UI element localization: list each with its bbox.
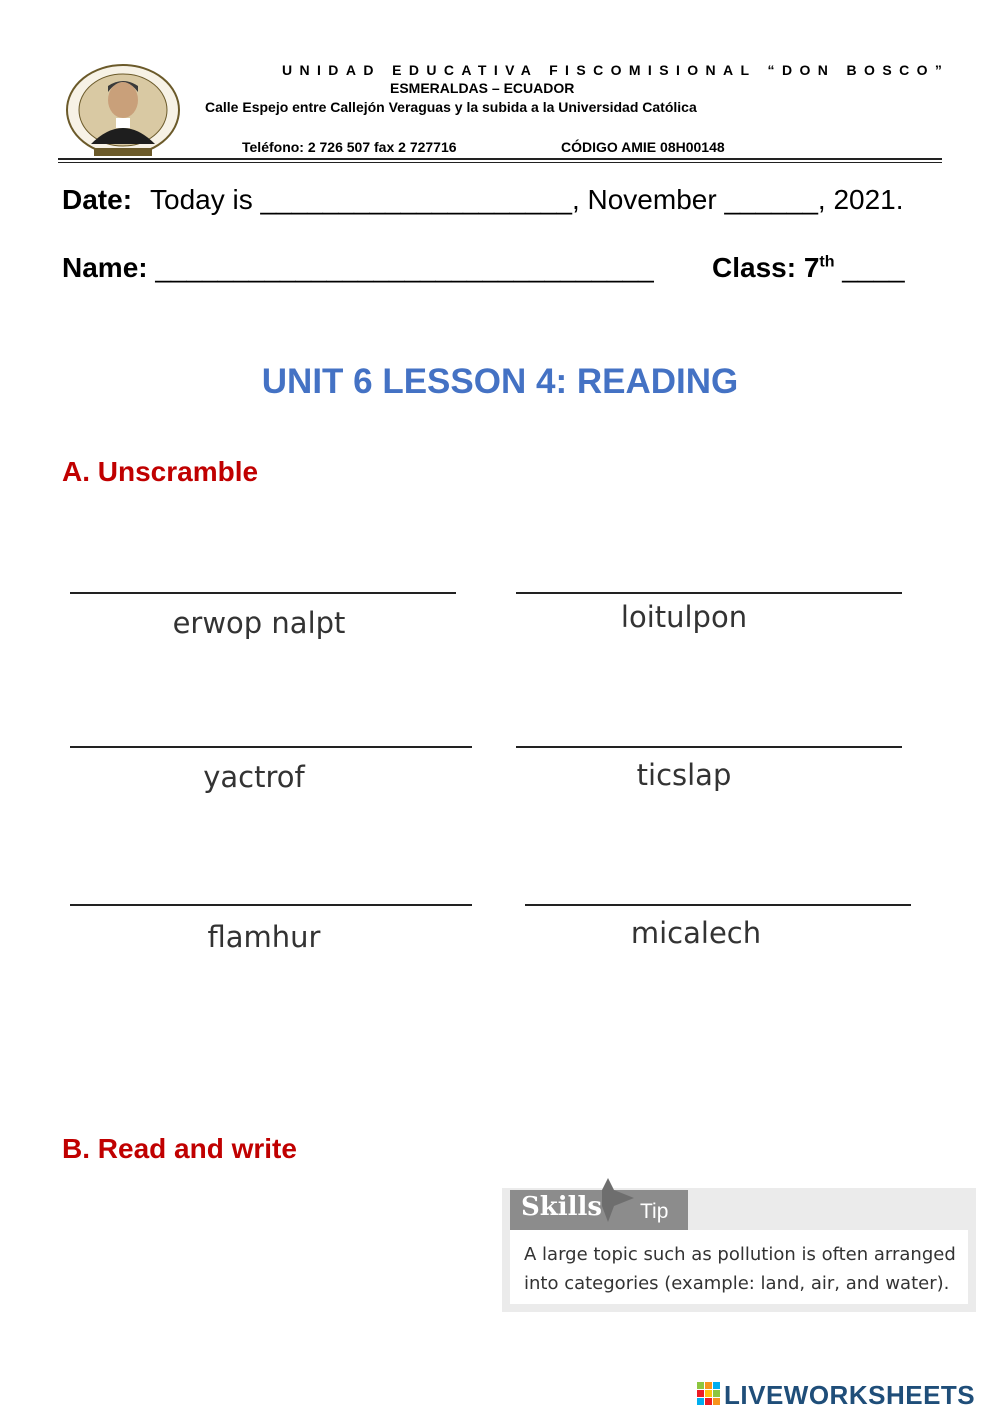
- answer-line-1[interactable]: [70, 592, 456, 594]
- header-divider-thin: [58, 162, 942, 163]
- scrambled-word-1: erwop nalpt: [172, 606, 346, 640]
- name-blank[interactable]: ________________________________: [147, 252, 654, 283]
- liveworksheets-logo-icon: [697, 1382, 721, 1406]
- date-label: Date:: [62, 184, 133, 215]
- answer-line-6[interactable]: [525, 904, 911, 906]
- name-row: [62, 252, 654, 284]
- answer-line-4[interactable]: [516, 746, 902, 748]
- amie-code: CÓDIGO AMIE 08H00148: [561, 139, 725, 155]
- section-b-heading: B. Read and write: [62, 1133, 297, 1164]
- school-location: ESMERALDAS – ECUADOR: [390, 80, 575, 96]
- name-label: Name:: [62, 252, 148, 283]
- date-text[interactable]: Today is ____________________, November ______, 2021.: [150, 184, 904, 215]
- scrambled-word-2: loitulpon: [620, 600, 748, 634]
- scrambled-word-6: micalech: [630, 916, 762, 950]
- school-name: UNIDAD EDUCATIVA FISCOMISIONAL “DON BOSCO”: [282, 62, 950, 78]
- section-a-heading: A. Unscramble: [62, 456, 259, 487]
- scrambled-word-4: ticslap: [636, 758, 732, 792]
- scrambled-word-5: flamhur: [207, 920, 321, 954]
- school-phone: Teléfono: 2 726 507 fax 2 727716: [242, 139, 457, 155]
- page-title: UNIT 6 LESSON 4: READING: [261, 362, 739, 401]
- header-divider: [58, 158, 942, 160]
- answer-line-2[interactable]: [516, 592, 902, 594]
- answer-line-3[interactable]: [70, 746, 472, 748]
- answer-line-5[interactable]: [70, 904, 472, 906]
- scrambled-word-3: yactrof: [203, 760, 305, 794]
- skills-tip-label: Tip: [640, 1200, 669, 1223]
- date-row: [62, 184, 904, 216]
- skills-tip-text: A large topic such as pollution is often arranged into categories (example: land, air, and water).: [524, 1244, 956, 1294]
- school-address: Calle Espejo entre Callejón Veraguas y la subida a la Universidad Católica: [205, 99, 697, 115]
- class-label: Class: 7: [712, 252, 820, 283]
- school-seal-logo: [64, 62, 182, 160]
- star-icon: [594, 1176, 638, 1224]
- class-blank[interactable]: ____: [834, 252, 905, 283]
- skills-tip-label-bold: Skills: [521, 1192, 603, 1222]
- class-row: [712, 252, 905, 284]
- class-superscript: th: [819, 253, 835, 271]
- liveworksheets-brand[interactable]: LIVEWORKSHEETS: [724, 1380, 976, 1410]
